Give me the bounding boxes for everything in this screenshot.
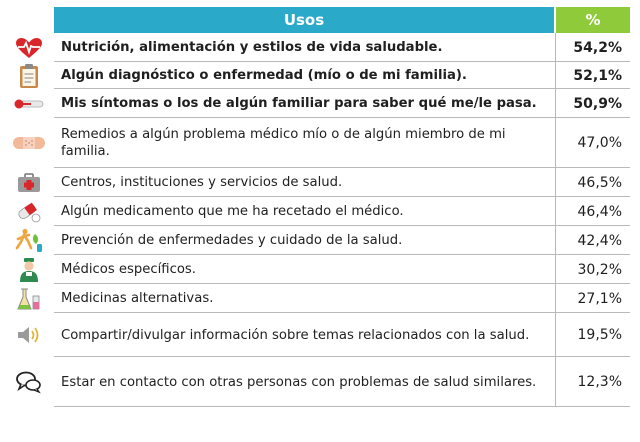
table-row (0, 357, 640, 407)
row-label: Compartir/divulgar información sobre temas relacionados con la salud. (61, 327, 530, 343)
table-row (0, 118, 640, 168)
row-label: Nutrición, alimentación y estilos de vida saludable. (61, 40, 443, 55)
row-label: Mis síntomas o los de algún familiar para saber qué me/le pasa. (61, 96, 537, 111)
column-divider (555, 197, 556, 226)
table-row (0, 33, 640, 62)
row-label: Prevención de enfermedades y cuidado de la salud. (61, 233, 403, 248)
table-body (0, 33, 640, 407)
column-divider (555, 118, 556, 168)
column-divider (555, 33, 556, 62)
header-usos: Usos (54, 7, 554, 33)
heart-rate-icon (12, 33, 46, 62)
row-label: Algún diagnóstico o enfermedad (mío o de mi familia). (61, 68, 467, 83)
column-divider (555, 255, 556, 284)
column-divider (555, 357, 556, 407)
pills-icon (12, 197, 46, 226)
column-divider (555, 168, 556, 197)
first-aid-kit-icon (12, 168, 46, 197)
thermometer-icon (12, 89, 46, 118)
row-percent: 27,1% (577, 290, 622, 307)
doctor-icon (12, 255, 46, 284)
column-divider (555, 226, 556, 255)
row-percent: 19,5% (577, 327, 622, 343)
table-row (0, 197, 640, 226)
flask-icon (12, 284, 46, 313)
table-row (0, 284, 640, 313)
table-row (0, 89, 640, 118)
table-header (0, 7, 640, 33)
table-row (0, 62, 640, 89)
column-divider (555, 89, 556, 118)
row-percent: 30,2% (577, 261, 622, 278)
table-row (0, 168, 640, 197)
row-percent: 42,4% (577, 232, 622, 249)
speaker-icon (12, 313, 46, 357)
clipboard-icon (12, 62, 46, 89)
usage-table (0, 7, 640, 407)
row-percent: 46,5% (577, 174, 622, 191)
runner-icon (12, 226, 46, 255)
row-label: Estar en contacto con otras personas con problemas de salud similares. (61, 374, 537, 390)
table-row (0, 226, 640, 255)
column-divider (555, 62, 556, 89)
row-percent: 46,4% (577, 203, 622, 220)
row-percent: 52,1% (573, 67, 622, 84)
bandage-icon (12, 118, 46, 168)
chat-bubbles-icon (12, 357, 46, 407)
row-percent: 54,2% (573, 39, 622, 56)
row-label: Algún medicamento que me ha recetado el médico. (61, 204, 404, 219)
column-divider (555, 284, 556, 313)
table-row (0, 255, 640, 284)
row-divider (54, 406, 630, 407)
row-label: Centros, instituciones y servicios de salud. (61, 175, 343, 190)
row-percent: 47,0% (577, 135, 622, 151)
row-label: Médicos específicos. (61, 262, 196, 277)
row-percent: 50,9% (573, 95, 622, 112)
table-row (0, 313, 640, 357)
row-label: Medicinas alternativas. (61, 291, 214, 306)
header-percent: % (556, 7, 630, 33)
row-percent: 12,3% (577, 374, 622, 390)
row-label: Remedios a algún problema médico mío o de algún miembro de mi familia. (61, 127, 506, 159)
column-divider (555, 313, 556, 357)
